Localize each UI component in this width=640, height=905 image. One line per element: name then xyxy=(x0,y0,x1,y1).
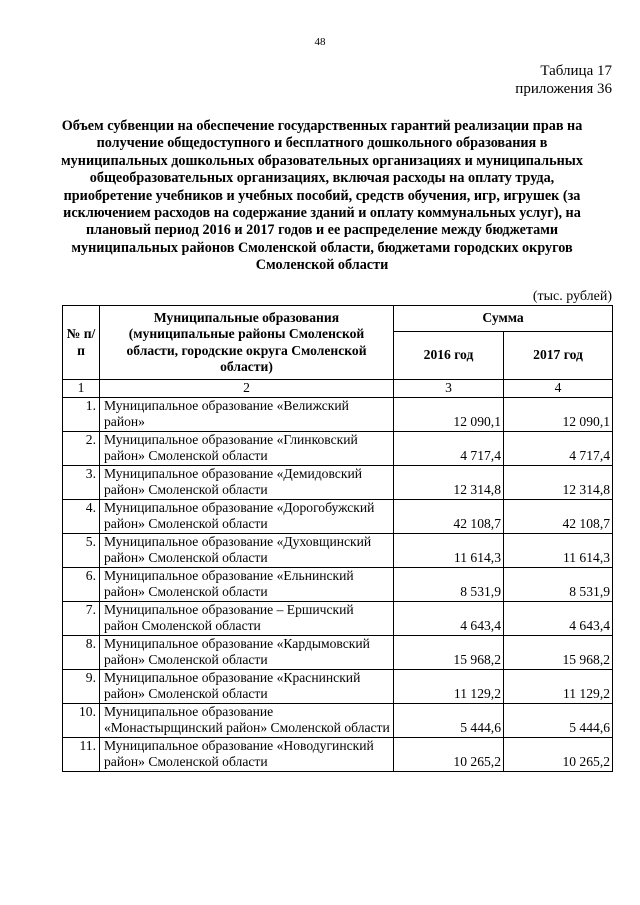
amount-2016: 4 643,4 xyxy=(394,601,504,635)
municipality-name: Муниципальное образование «Велижский район» xyxy=(100,397,394,431)
table-row xyxy=(63,431,613,465)
row-number: 5. xyxy=(63,533,100,567)
amount-2016: 8 531,9 xyxy=(394,567,504,601)
column-number: 1 xyxy=(63,380,100,398)
municipality-name: Муниципальное образование «Демидовский район» Смоленской области xyxy=(100,465,394,499)
header-year-2017: 2017 год xyxy=(504,332,613,380)
row-number: 6. xyxy=(63,567,100,601)
row-number: 3. xyxy=(63,465,100,499)
table-row xyxy=(63,737,613,771)
row-number: 9. xyxy=(63,669,100,703)
amount-2016: 12 314,8 xyxy=(394,465,504,499)
table-caption xyxy=(515,62,612,98)
amount-2017: 11 129,2 xyxy=(504,669,613,703)
table-row xyxy=(63,703,613,737)
amount-2016: 42 108,7 xyxy=(394,499,504,533)
amount-2017: 15 968,2 xyxy=(504,635,613,669)
municipality-name: Муниципальное образование «Ельнинский район» Смоленской области xyxy=(100,567,394,601)
header-municipality: Муниципальные образования (муниципальные районы Смоленской области, городские округа Смоленской области) xyxy=(100,306,394,380)
row-number: 10. xyxy=(63,703,100,737)
row-number: 11. xyxy=(63,737,100,771)
amount-2017: 12 090,1 xyxy=(504,397,613,431)
amount-2017: 8 531,9 xyxy=(504,567,613,601)
municipality-name: Муниципальное образование «Новодугинский район» Смоленской области xyxy=(100,737,394,771)
municipality-name: Муниципальное образование «Монастырщинский район» Смоленской области xyxy=(100,703,394,737)
table-row xyxy=(63,465,613,499)
amount-2016: 12 090,1 xyxy=(394,397,504,431)
header-number: № п/п xyxy=(63,306,100,380)
page-number: 48 xyxy=(314,36,326,48)
row-number: 1. xyxy=(63,397,100,431)
table-row xyxy=(63,567,613,601)
table-row xyxy=(63,669,613,703)
amount-2017: 5 444,6 xyxy=(504,703,613,737)
amount-2017: 10 265,2 xyxy=(504,737,613,771)
municipality-name: Муниципальное образование «Духовщинский район» Смоленской области xyxy=(100,533,394,567)
row-number: 8. xyxy=(63,635,100,669)
table-row xyxy=(63,635,613,669)
amount-2016: 15 968,2 xyxy=(394,635,504,669)
amount-2016: 10 265,2 xyxy=(394,737,504,771)
table-row xyxy=(63,533,613,567)
subvention-table xyxy=(62,305,613,772)
document-title: Объем субвенции на обеспечение государственных гарантий реализации прав на получение общедоступного и бесплатного дошкольного образования в муниципальных дошкольных образовательных организациях и муниципальных общеобразовательных организациях, включая расходы на оплату труда, приобретение учебников и учебных пособий, средств обучения, игр, игрушек (за исключением расходов на содержание зданий и оплату коммунальных услуг), на плановый период 2016 и 2017 годов и ее распределение между бюджетами муниципальных районов Смоленской области, бюджетами городских округов Смоленской области xyxy=(61,118,583,274)
table-body xyxy=(63,397,613,771)
amount-2017: 11 614,3 xyxy=(504,533,613,567)
municipality-name: Муниципальное образование – Ершичский район Смоленской области xyxy=(100,601,394,635)
header-year-2016: 2016 год xyxy=(394,332,504,380)
amount-2017: 4 717,4 xyxy=(504,431,613,465)
municipality-name: Муниципальное образование «Краснинский район» Смоленской области xyxy=(100,669,394,703)
column-number: 3 xyxy=(394,380,504,398)
units-label: (тыс. рублей) xyxy=(532,289,612,304)
row-number: 2. xyxy=(63,431,100,465)
table-row xyxy=(63,499,613,533)
column-number: 4 xyxy=(504,380,613,398)
column-number-row xyxy=(63,380,613,398)
caption-table-label: Таблица 17 xyxy=(540,63,612,79)
row-number: 4. xyxy=(63,499,100,533)
amount-2016: 11 614,3 xyxy=(394,533,504,567)
row-number: 7. xyxy=(63,601,100,635)
amount-2016: 5 444,6 xyxy=(394,703,504,737)
caption-appendix-label: приложения 36 xyxy=(515,81,612,97)
amount-2016: 4 717,4 xyxy=(394,431,504,465)
amount-2017: 42 108,7 xyxy=(504,499,613,533)
table-row xyxy=(63,397,613,431)
amount-2017: 4 643,4 xyxy=(504,601,613,635)
municipality-name: Муниципальное образование «Глинковский район» Смоленской области xyxy=(100,431,394,465)
header-sum: Сумма xyxy=(394,306,613,332)
amount-2016: 11 129,2 xyxy=(394,669,504,703)
municipality-name: Муниципальное образование «Дорогобужский район» Смоленской области xyxy=(100,499,394,533)
column-number: 2 xyxy=(100,380,394,398)
amount-2017: 12 314,8 xyxy=(504,465,613,499)
municipality-name: Муниципальное образование «Кардымовский район» Смоленской области xyxy=(100,635,394,669)
table-row xyxy=(63,601,613,635)
